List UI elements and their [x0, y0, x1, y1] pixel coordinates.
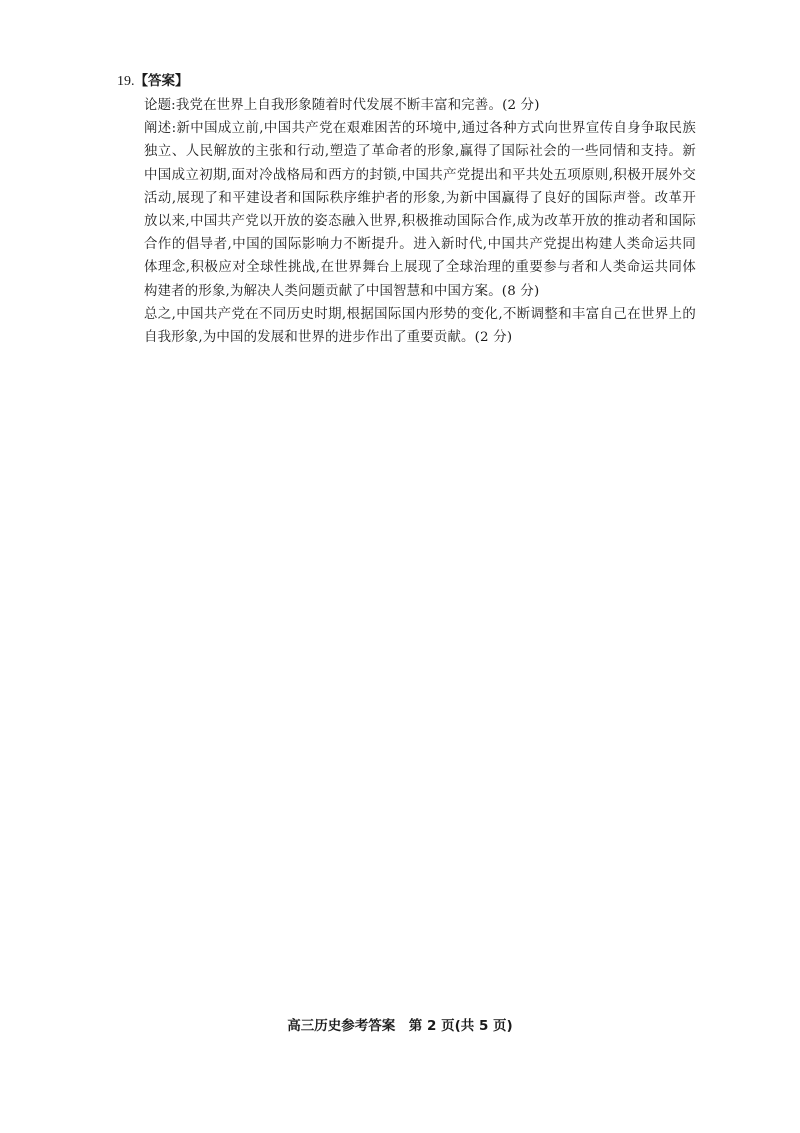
page-footer: 高三历史参考答案 第 2 页(共 5 页) [287, 1018, 513, 1034]
answer-block-19 [117, 68, 697, 349]
conclusion-paragraph: 总之,中国共产党在不同历史时期,根据国际国内形势的变化,不断调整和丰富自己在世界上的自我形象,为中国的发展和世界的进步作出了重要贡献。(2 分) [144, 306, 696, 346]
elaboration-paragraph: 阐述:新中国成立前,中国共产党在艰难困苦的环境中,通过各种方式向世界宣传自身争取民族独立、人民解放的主张和行动,塑造了革命者的形象,赢得了国际社会的一些同情和支持。新中国成立初期,面对冷战格局和西方的封锁,中国共产党提出和平共处五项原则,积极开展外交活动,展现了和平建设者和国际秩序维护者的形象,为新中国赢得了良好的国际声誉。改革开放以来,中国共产党以开放的姿态融入世界,积极推动国际合作,成为改革开放的推动者和国际合作的倡导者,中国的国际影响力不断提升。进入新时代,中国共产党提出构建人类命运共同体理念,积极应对全球性挑战,在世界舞台上展现了全球治理的重要参与者和人类命运共同体构建者的形象,为解决人类问题贡献了中国智慧和中国方案。(8 分) [144, 121, 696, 299]
answer-body [144, 94, 696, 349]
answer-label: 【答案】 [134, 73, 189, 89]
question-heading [117, 68, 697, 94]
question-number: 19. [117, 74, 135, 89]
thesis-paragraph: 论题:我党在世界上自我形象随着时代发展不断丰富和完善。(2 分) [144, 98, 540, 113]
